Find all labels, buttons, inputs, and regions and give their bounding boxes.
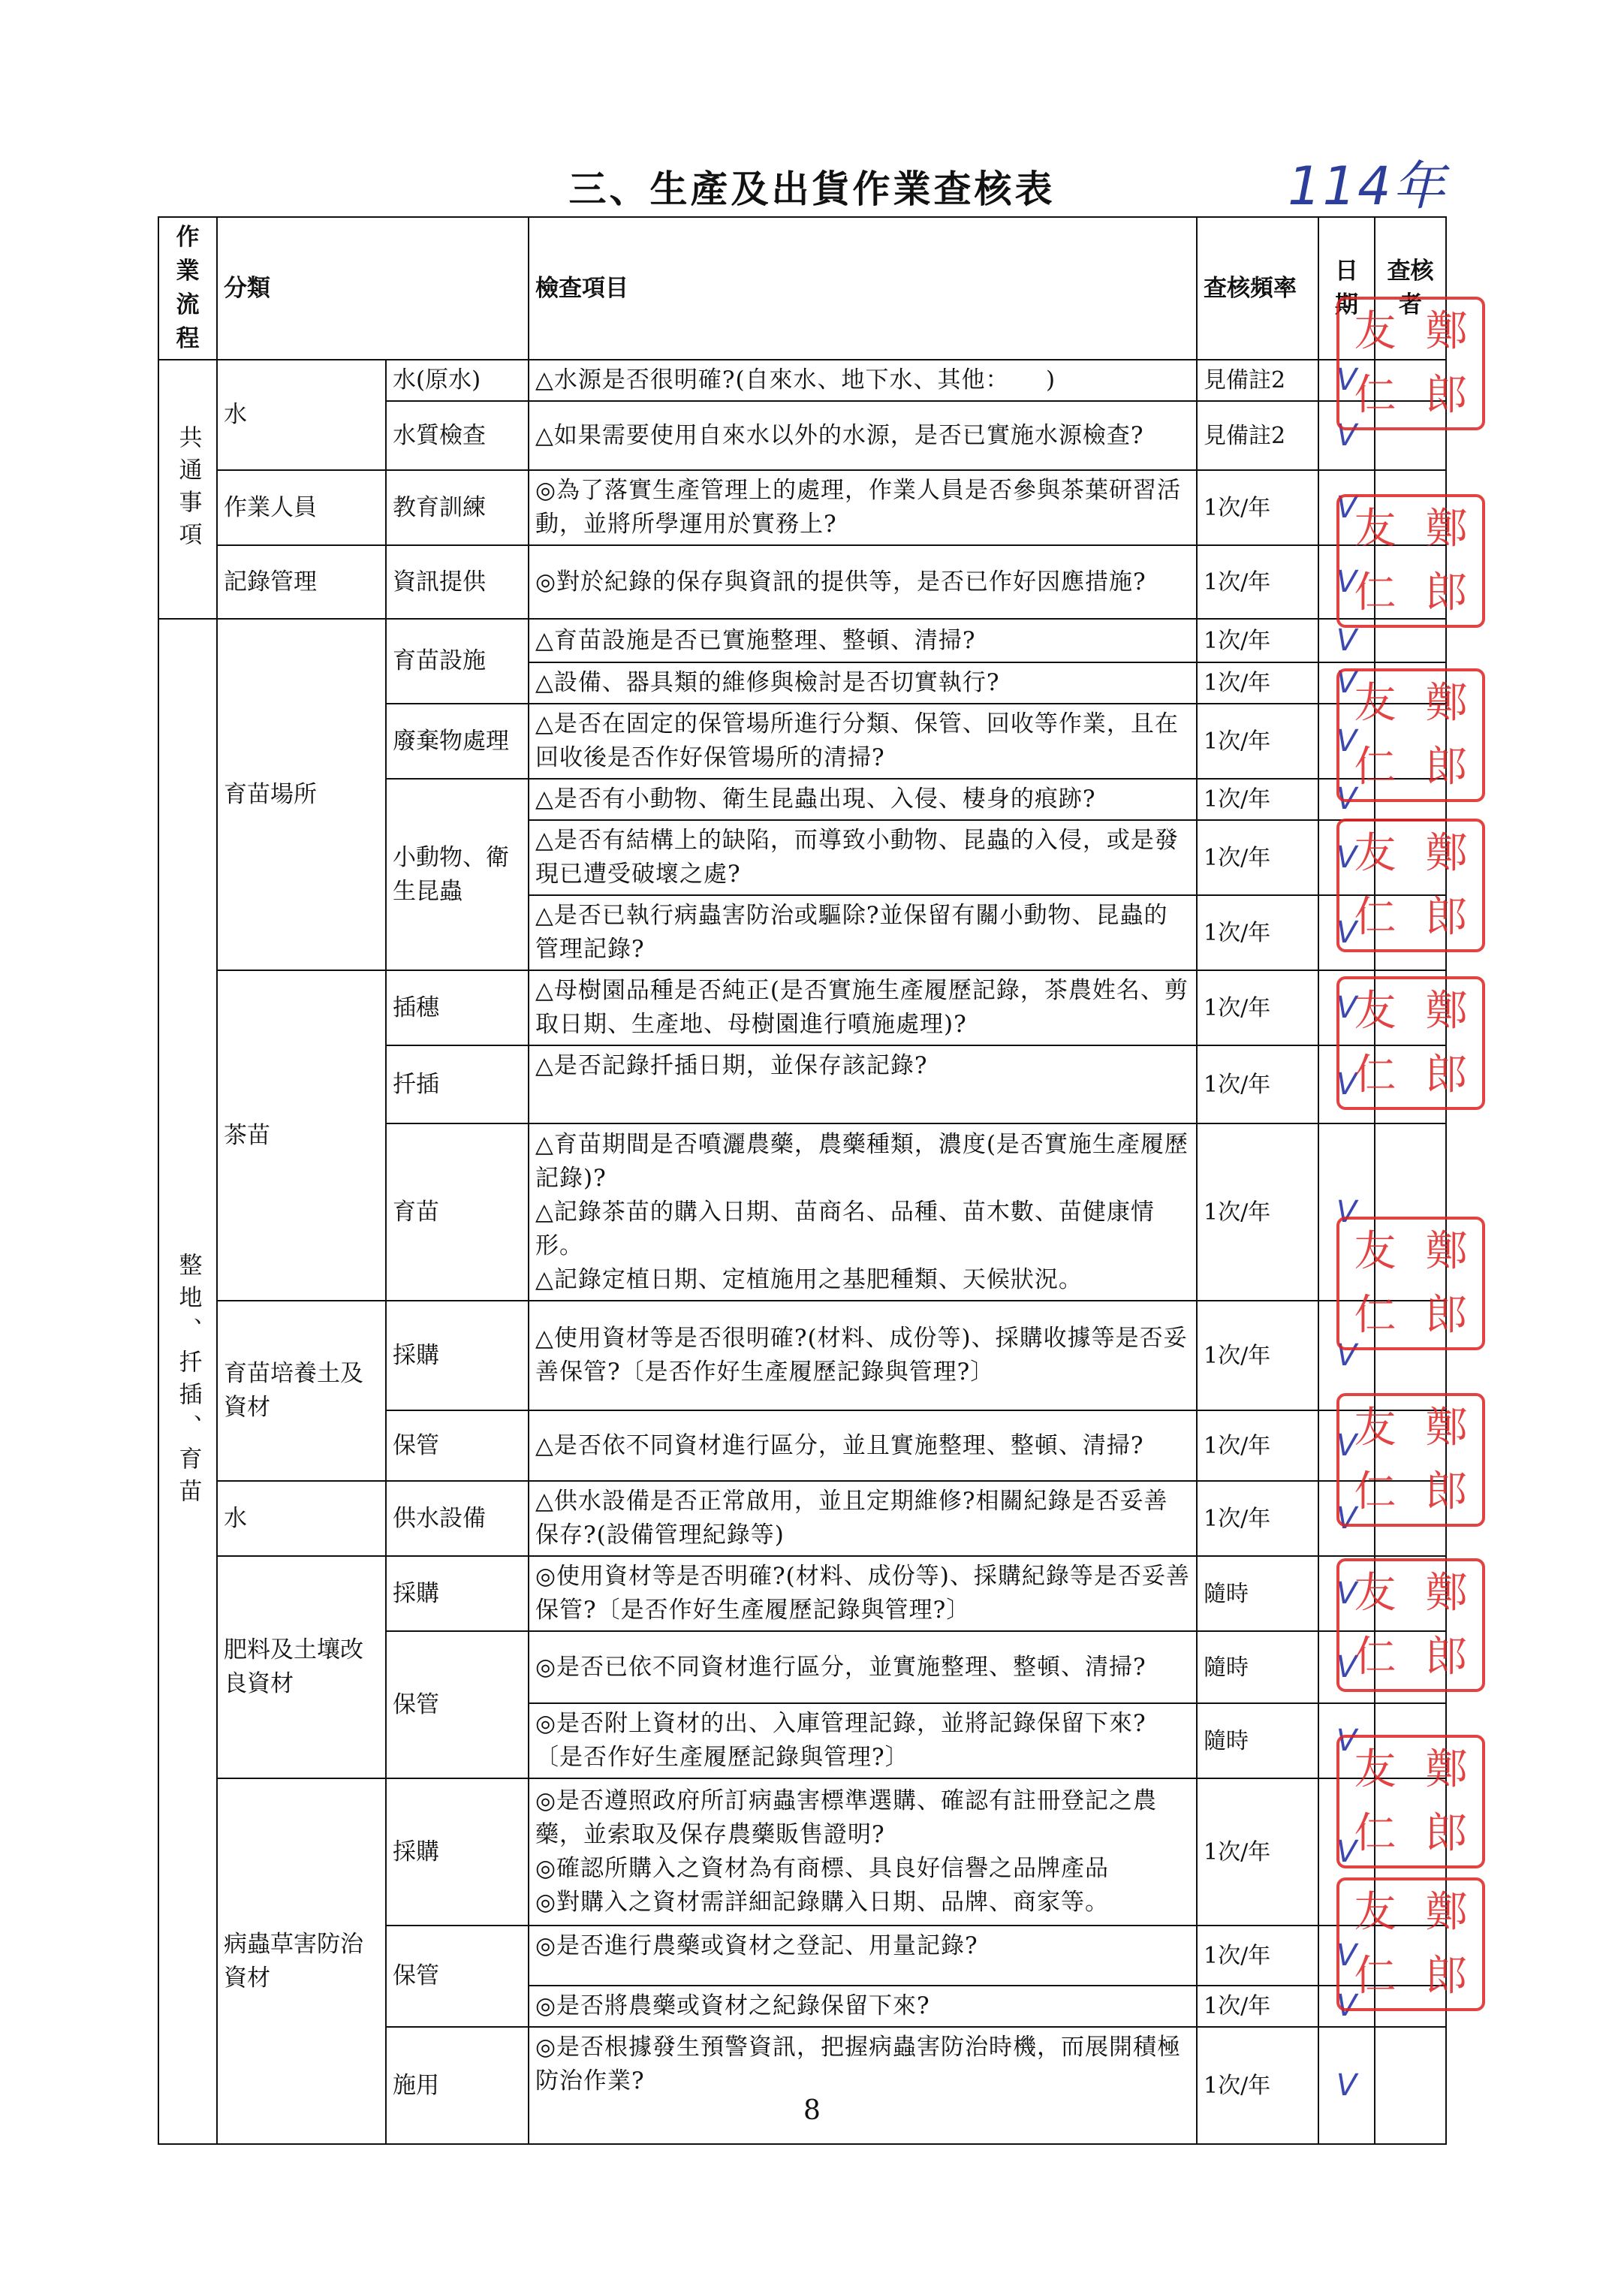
- frequency-cell: 隨時: [1197, 1703, 1318, 1778]
- frequency-cell: 隨時: [1197, 1631, 1318, 1703]
- category-cell: 茶苗: [217, 970, 386, 1301]
- audit-table: [158, 216, 1447, 2145]
- check-item-line: △育苗期間是否噴灑農藥，農藥種類，濃度(是否實施生產履歷記錄)?: [535, 1130, 1189, 1192]
- header-category: 分類: [217, 217, 529, 360]
- frequency-cell: 1次/年: [1197, 1123, 1318, 1301]
- subcategory-cell: 保管: [386, 1410, 529, 1481]
- frequency-cell: 1次/年: [1197, 1301, 1318, 1410]
- check-item-line: ◎對購入之資材需詳細記錄購入日期、品牌、商家等。: [535, 1889, 1110, 1916]
- frequency-cell: 1次/年: [1197, 970, 1318, 1045]
- seal-stamp: 友 鄭 仁 郎: [1336, 1735, 1485, 1868]
- check-item: △育苗設施是否已實施整理、整頓、清掃?: [529, 619, 1197, 662]
- date-cell: V: [1318, 1301, 1375, 1410]
- frequency-cell: 1次/年: [1197, 545, 1318, 619]
- table-row: [158, 545, 1446, 619]
- subcategory-cell: 水質檢查: [386, 401, 529, 470]
- date-cell: V: [1318, 619, 1375, 662]
- date-cell: V: [1318, 1986, 1375, 2027]
- frequency-cell: 1次/年: [1197, 704, 1318, 779]
- table-row: [158, 470, 1446, 545]
- frequency-cell: 見備註2: [1197, 401, 1318, 470]
- check-item: △是否記錄扦插日期，並保存該記錄?: [529, 1045, 1197, 1123]
- check-item-line: △記錄茶苗的購入日期、苗商名、品種、苗木數、苗健康情形。: [535, 1198, 1155, 1259]
- subcategory-cell: 廢棄物處理: [386, 704, 529, 779]
- check-item: ◎是否進行農藥或資材之登記、用量記錄?: [529, 1926, 1197, 1986]
- check-item: ◎是否已依不同資材進行區分，並實施整理、整頓、清掃?: [529, 1631, 1197, 1703]
- check-item: △是否已執行病蟲害防治或驅除?並保留有關小動物、昆蟲的管理記錄?: [529, 895, 1197, 970]
- table-row: [158, 1301, 1446, 1410]
- frequency-cell: 1次/年: [1197, 1481, 1318, 1556]
- date-cell: V: [1318, 1556, 1375, 1631]
- date-cell: V: [1318, 401, 1375, 470]
- frequency-cell: 1次/年: [1197, 895, 1318, 970]
- subcategory-cell: 保管: [386, 1631, 529, 1778]
- seal-stamp: 友 鄭 仁 郎: [1336, 494, 1485, 628]
- seal-stamp: 友 鄭 仁 郎: [1336, 976, 1485, 1110]
- date-cell: V: [1318, 2027, 1375, 2144]
- date-cell: V: [1318, 1045, 1375, 1123]
- table-row: [158, 619, 1446, 662]
- header-row: [158, 217, 1446, 360]
- subcategory-cell: 施用: [386, 2027, 529, 2144]
- frequency-cell: 見備註2: [1197, 360, 1318, 401]
- subcategory-cell: 保管: [386, 1926, 529, 2027]
- check-item: △是否有小動物、衛生昆蟲出現、入侵、棲身的痕跡?: [529, 779, 1197, 820]
- header-date: 日期: [1318, 217, 1375, 360]
- page-title: 三、生產及出貨作業查核表: [568, 167, 1056, 211]
- subcategory-cell: 採購: [386, 1778, 529, 1926]
- frequency-cell: 1次/年: [1197, 1986, 1318, 2027]
- frequency-cell: 1次/年: [1197, 779, 1318, 820]
- check-item: [529, 1123, 1197, 1301]
- date-cell: V: [1318, 1778, 1375, 1926]
- frequency-cell: 1次/年: [1197, 2027, 1318, 2144]
- frequency-cell: 1次/年: [1197, 820, 1318, 895]
- seal-stamp: 友 鄭 仁 郎: [1336, 819, 1485, 952]
- frequency-cell: 1次/年: [1197, 1778, 1318, 1926]
- check-item: ◎對於紀錄的保存與資訊的提供等，是否已作好因應措施?: [529, 545, 1197, 619]
- category-cell: 記錄管理: [217, 545, 386, 619]
- seal-stamp: 友 鄭 仁 郎: [1336, 1558, 1485, 1692]
- date-cell: V: [1318, 360, 1375, 401]
- table-row: [158, 1778, 1446, 1926]
- date-cell: V: [1318, 1123, 1375, 1301]
- checker-cell: [1375, 2027, 1446, 2144]
- check-item: ◎是否將農藥或資材之紀錄保留下來?: [529, 1986, 1197, 2027]
- date-cell: V: [1318, 779, 1375, 820]
- table-row: [158, 1481, 1446, 1556]
- subcategory-cell: 水(原水): [386, 360, 529, 401]
- check-item-line: ◎是否遵照政府所訂病蟲害標準選購、確認有註冊登記之農藥，並索取及保存農藥販售證明?: [535, 1787, 1158, 1848]
- subcategory-cell: 小動物、衛生昆蟲: [386, 779, 529, 970]
- frequency-cell: 1次/年: [1197, 662, 1318, 704]
- check-item: △設備、器具類的維修與檢討是否切實執行?: [529, 662, 1197, 704]
- seal-stamp: 友 鄭 仁 郎: [1336, 1877, 1485, 2011]
- date-cell: V: [1318, 820, 1375, 895]
- table-row: [158, 1556, 1446, 1631]
- date-cell: V: [1318, 1926, 1375, 1986]
- handwritten-year: 114年: [1288, 155, 1447, 217]
- date-cell: V: [1318, 1481, 1375, 1556]
- date-cell: V: [1318, 970, 1375, 1045]
- check-item: ◎是否根據發生預警資訊，把握病蟲害防治時機，而展開積極防治作業?: [529, 2027, 1197, 2144]
- frequency-cell: 1次/年: [1197, 1045, 1318, 1123]
- check-item: ◎是否附上資材的出、入庫管理記錄，並將記錄保留下來?〔是否作好生產履歷記錄與管理?〕: [529, 1703, 1197, 1778]
- check-item: △母樹園品種是否純正(是否實施生產履歷記錄，茶農姓名、剪取日期、生產地、母樹園進行噴施處理)?: [529, 970, 1197, 1045]
- check-item: [529, 1778, 1197, 1926]
- check-item: △是否依不同資材進行區分，並且實施整理、整頓、清掃?: [529, 1410, 1197, 1481]
- subcategory-cell: 育苗設施: [386, 619, 529, 704]
- check-item: △供水設備是否正常啟用，並且定期維修?相關紀錄是否妥善保存?(設備管理紀錄等): [529, 1481, 1197, 1556]
- date-cell: V: [1318, 470, 1375, 545]
- subcategory-cell: 採購: [386, 1301, 529, 1410]
- check-item: △使用資材等是否很明確?(材料、成份等)、採購收據等是否妥善保管?〔是否作好生產履歷記錄與管理?〕: [529, 1301, 1197, 1410]
- subcategory-cell: 資訊提供: [386, 545, 529, 619]
- date-cell: V: [1318, 545, 1375, 619]
- category-cell: 水: [217, 360, 386, 470]
- group-common: 共通事項: [158, 360, 217, 619]
- subcategory-cell: 扦插: [386, 1045, 529, 1123]
- check-item-line: ◎確認所購入之資材為有商標、具良好信譽之品牌產品: [535, 1855, 1110, 1882]
- seal-stamp: 友 鄭 仁 郎: [1336, 1393, 1485, 1527]
- category-cell: 肥料及土壤改良資材: [217, 1556, 386, 1778]
- check-item: △是否有結構上的缺陷，而導致小動物、昆蟲的入侵，或是發現已遭受破壞之處?: [529, 820, 1197, 895]
- header-item: 檢查項目: [529, 217, 1197, 360]
- table-row: [158, 360, 1446, 401]
- frequency-cell: 1次/年: [1197, 1926, 1318, 1986]
- seal-stamp: 友 鄭 仁 郎: [1336, 668, 1485, 802]
- subcategory-cell: 供水設備: [386, 1481, 529, 1556]
- date-cell: V: [1318, 1631, 1375, 1703]
- category-cell: 育苗場所: [217, 619, 386, 970]
- category-cell: 作業人員: [217, 470, 386, 545]
- header-checker: 查核者: [1375, 217, 1446, 360]
- category-cell: 病蟲草害防治資材: [217, 1778, 386, 2144]
- page-number: 8: [803, 2095, 821, 2126]
- check-item: △如果需要使用自來水以外的水源，是否已實施水源檢查?: [529, 401, 1197, 470]
- category-cell: 育苗培養土及資材: [217, 1301, 386, 1481]
- date-cell: V: [1318, 704, 1375, 779]
- frequency-cell: 1次/年: [1197, 1410, 1318, 1481]
- frequency-cell: 1次/年: [1197, 619, 1318, 662]
- seal-stamp: 友 鄭 仁 郎: [1336, 297, 1485, 430]
- header-flow: 作業流程: [158, 217, 217, 360]
- date-cell: V: [1318, 1410, 1375, 1481]
- date-cell: V: [1318, 1703, 1375, 1778]
- category-cell: 水: [217, 1481, 386, 1556]
- date-cell: V: [1318, 895, 1375, 970]
- header-freq: 查核頻率: [1197, 217, 1318, 360]
- subcategory-cell: 育苗: [386, 1123, 529, 1301]
- group-prep: 整地、扦插、育苗: [158, 619, 217, 2144]
- frequency-cell: 1次/年: [1197, 470, 1318, 545]
- check-item: ◎使用資材等是否明確?(材料、成份等)、採購紀錄等是否妥善保管?〔是否作好生產履歷記錄與管理?〕: [529, 1556, 1197, 1631]
- check-item: △水源是否很明確?(自來水、地下水、其他： ): [529, 360, 1197, 401]
- frequency-cell: 隨時: [1197, 1556, 1318, 1631]
- subcategory-cell: 採購: [386, 1556, 529, 1631]
- date-cell: V: [1318, 662, 1375, 704]
- subcategory-cell: 插穗: [386, 970, 529, 1045]
- table-row: [158, 970, 1446, 1045]
- check-item: ◎為了落實生產管理上的處理，作業人員是否參與茶葉研習活動，並將所學運用於實務上?: [529, 470, 1197, 545]
- seal-stamp: 友 鄭 仁 郎: [1336, 1217, 1485, 1350]
- subcategory-cell: 教育訓練: [386, 470, 529, 545]
- check-item: △是否在固定的保管場所進行分類、保管、回收等作業，且在回收後是否作好保管場所的清掃?: [529, 704, 1197, 779]
- check-item-line: △記錄定植日期、定植施用之基肥種類、天候狀況。: [535, 1265, 1083, 1293]
